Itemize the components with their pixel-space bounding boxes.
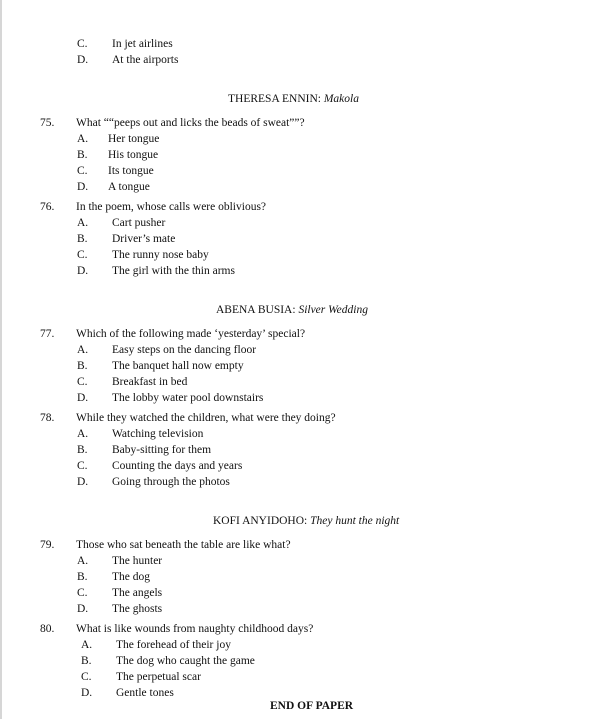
question-number: 78. <box>40 412 55 424</box>
section-title: Silver Wedding <box>298 304 368 316</box>
option-letter: C. <box>77 165 88 177</box>
option-text: The dog <box>112 571 151 583</box>
option-text: The forehead of their joy <box>116 639 231 651</box>
option-letter: D. <box>77 392 89 404</box>
option-letter: C. <box>77 587 88 599</box>
section-heading <box>228 92 359 106</box>
question-text: Those who sat beneath the table are like what? <box>76 539 291 551</box>
option-letter: B. <box>77 444 88 456</box>
option-letter: B. <box>77 571 88 583</box>
option-letter: C. <box>77 249 88 261</box>
option-letter: D. <box>77 603 89 615</box>
section-heading <box>216 303 368 317</box>
option-letter: A. <box>77 344 89 356</box>
option-text: Her tongue <box>108 133 160 145</box>
option-text: The angels <box>112 587 163 599</box>
option-text: The girl with the thin arms <box>112 265 235 277</box>
option-letter: C. <box>77 38 88 50</box>
question-number: 76. <box>40 201 55 213</box>
section-title: They hunt the night <box>310 515 400 527</box>
option-letter: A. <box>77 217 89 229</box>
option-letter: B. <box>77 149 88 161</box>
option-letter: A. <box>77 428 89 440</box>
question-text: While they watched the children, what were they doing? <box>76 412 336 424</box>
option-letter: D. <box>77 476 89 488</box>
option-letter: B. <box>77 233 88 245</box>
question-text: What ““peeps out and licks the beads of sweat””? <box>76 117 305 129</box>
option-letter: A. <box>77 133 89 145</box>
option-letter: D. <box>77 265 89 277</box>
option-letter: A. <box>77 555 89 567</box>
page-left-border <box>0 0 2 719</box>
option-text: Baby-sitting for them <box>112 444 212 456</box>
option-letter: A. <box>81 639 93 651</box>
option-text: The banquet hall now empty <box>112 360 244 372</box>
option-text: The ghosts <box>112 603 163 615</box>
question-number: 79. <box>40 539 55 551</box>
question-number: 75. <box>40 117 55 129</box>
option-text: The lobby water pool downstairs <box>112 392 264 404</box>
option-text: The dog who caught the game <box>116 655 255 667</box>
section-heading <box>213 514 399 528</box>
option-letter: B. <box>77 360 88 372</box>
option-text: The perpetual scar <box>116 671 201 683</box>
question-text: In the poem, whose calls were oblivious? <box>76 201 267 213</box>
section-author: KOFI ANYIDOHO: <box>213 515 308 527</box>
option-text: Counting the days and years <box>112 460 243 472</box>
option-text: At the airports <box>112 54 179 66</box>
question-text: Which of the following made ‘yesterday’ special? <box>76 328 306 340</box>
option-text: Its tongue <box>108 165 154 177</box>
option-text: In jet airlines <box>112 38 173 50</box>
option-text: Going through the photos <box>112 476 230 488</box>
option-text: Easy steps on the dancing floor <box>112 344 257 356</box>
option-letter: D. <box>81 687 93 699</box>
option-text: Breakfast in bed <box>112 376 188 388</box>
option-letter: C. <box>81 671 92 683</box>
option-text: Driver’s mate <box>112 233 176 245</box>
option-text: His tongue <box>108 149 159 161</box>
option-letter: D. <box>77 54 89 66</box>
option-letter: C. <box>77 460 88 472</box>
question-text: What is like wounds from naughty childhood days? <box>76 623 314 635</box>
option-text: Gentle tones <box>116 687 174 699</box>
question-number: 80. <box>40 623 55 635</box>
option-text: The hunter <box>112 555 163 567</box>
option-letter: C. <box>77 376 88 388</box>
option-text: The runny nose baby <box>112 249 209 261</box>
section-title: Makola <box>323 93 359 105</box>
option-letter: B. <box>81 655 92 667</box>
option-letter: D. <box>77 181 89 193</box>
end-of-paper: END OF PAPER <box>270 700 354 712</box>
option-text: A tongue <box>108 181 150 193</box>
question-number: 77. <box>40 328 55 340</box>
option-text: Cart pusher <box>112 217 166 229</box>
section-author: THERESA ENNIN: <box>228 93 321 105</box>
section-author: ABENA BUSIA: <box>216 304 296 316</box>
option-text: Watching television <box>112 428 204 440</box>
